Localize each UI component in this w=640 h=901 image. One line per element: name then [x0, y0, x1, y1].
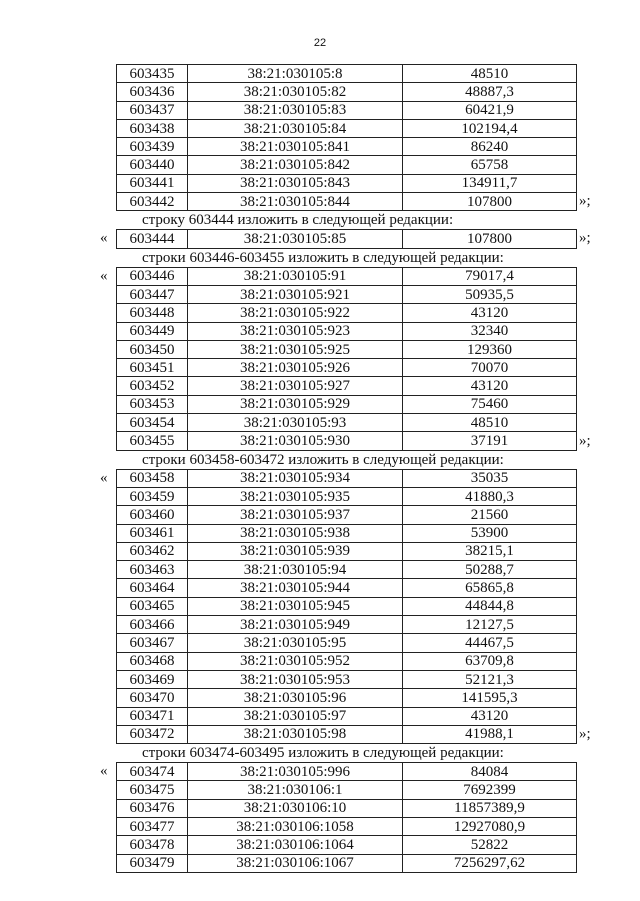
- row-number-cell: 603461: [117, 524, 188, 542]
- value-cell: 134911,7: [403, 174, 577, 192]
- value-cell: 7256297,62: [403, 854, 577, 872]
- row-number-cell: 603468: [117, 652, 188, 670]
- cadastral-number-cell: 38:21:030105:96: [188, 689, 403, 707]
- row-number-cell: 603455: [117, 432, 188, 450]
- row-number-cell: 603478: [117, 836, 188, 854]
- cadastral-number-cell: 38:21:030105:996: [188, 763, 403, 781]
- table-row: [117, 597, 577, 615]
- value-cell: 37191: [403, 432, 577, 450]
- value-cell: 12127,5: [403, 616, 577, 634]
- cadastral-number-cell: 38:21:030105:938: [188, 524, 403, 542]
- row-number-cell: 603437: [117, 101, 188, 119]
- cadastral-number-cell: 38:21:030105:930: [188, 432, 403, 450]
- cadastral-number-cell: 38:21:030105:94: [188, 561, 403, 579]
- table-row: [117, 579, 577, 597]
- row-number-cell: 603464: [117, 579, 188, 597]
- row-number-cell: 603465: [117, 597, 188, 615]
- table-row: [117, 763, 577, 781]
- table-row: [117, 561, 577, 579]
- row-number-cell: 603435: [117, 65, 188, 83]
- register-table: [116, 267, 577, 451]
- cadastral-number-cell: 38:21:030105:98: [188, 725, 403, 743]
- amendment-instruction: строки 603458-603472 изложить в следующей редакции:: [142, 451, 504, 468]
- table-row: [117, 304, 577, 322]
- row-number-cell: 603447: [117, 285, 188, 303]
- table-row: [117, 267, 577, 285]
- table-row: [117, 322, 577, 340]
- row-number-cell: 603446: [117, 267, 188, 285]
- value-cell: 141595,3: [403, 689, 577, 707]
- table-row: [117, 285, 577, 303]
- register-block: [0, 267, 640, 451]
- opening-quote: «: [100, 230, 108, 247]
- row-number-cell: 603452: [117, 377, 188, 395]
- table-row: [117, 414, 577, 432]
- register-table: [116, 64, 577, 211]
- cadastral-number-cell: 38:21:030105:937: [188, 506, 403, 524]
- cadastral-number-cell: 38:21:030105:922: [188, 304, 403, 322]
- closing-quote: »;: [579, 193, 591, 209]
- cadastral-number-cell: 38:21:030105:843: [188, 174, 403, 192]
- row-number-cell: 603475: [117, 781, 188, 799]
- value-cell: 84084: [403, 763, 577, 781]
- row-number-cell: 603474: [117, 763, 188, 781]
- opening-quote: «: [100, 469, 108, 486]
- value-cell: 48887,3: [403, 83, 577, 101]
- table-row: [117, 432, 577, 450]
- table-row: [117, 156, 577, 174]
- row-number-cell: 603462: [117, 542, 188, 560]
- value-cell: 43120: [403, 707, 577, 725]
- table-row: [117, 616, 577, 634]
- table-row: [117, 83, 577, 101]
- value-cell: 7692399: [403, 781, 577, 799]
- row-number-cell: 603439: [117, 138, 188, 156]
- cadastral-number-cell: 38:21:030105:84: [188, 119, 403, 137]
- table-row: [117, 506, 577, 524]
- value-cell: 35035: [403, 469, 577, 487]
- amendment-instruction: строки 603474-603495 изложить в следующей редакции:: [142, 745, 504, 762]
- table-row: [117, 193, 577, 211]
- table-row: [117, 836, 577, 854]
- value-cell: 79017,4: [403, 267, 577, 285]
- register-block: [0, 762, 640, 873]
- row-number-cell: 603449: [117, 322, 188, 340]
- row-number-cell: 603472: [117, 725, 188, 743]
- cadastral-number-cell: 38:21:030106:1064: [188, 836, 403, 854]
- table-row: [117, 542, 577, 560]
- row-number-cell: 603479: [117, 854, 188, 872]
- value-cell: 48510: [403, 65, 577, 83]
- cadastral-number-cell: 38:21:030105:83: [188, 101, 403, 119]
- value-cell: 43120: [403, 304, 577, 322]
- row-number-cell: 603450: [117, 340, 188, 358]
- value-cell: 21560: [403, 506, 577, 524]
- table-row: [117, 359, 577, 377]
- table-row: [117, 119, 577, 137]
- amendment-instruction: строку 603444 изложить в следующей редакции:: [142, 212, 454, 229]
- row-number-cell: 603470: [117, 689, 188, 707]
- row-number-cell: 603469: [117, 670, 188, 688]
- value-cell: 48510: [403, 414, 577, 432]
- table-row: [117, 395, 577, 413]
- row-number-cell: 603440: [117, 156, 188, 174]
- cadastral-number-cell: 38:21:030105:85: [188, 230, 403, 248]
- row-number-cell: 603451: [117, 359, 188, 377]
- cadastral-number-cell: 38:21:030105:95: [188, 634, 403, 652]
- page-number: 22: [313, 37, 327, 49]
- value-cell: 41988,1: [403, 725, 577, 743]
- value-cell: 60421,9: [403, 101, 577, 119]
- cadastral-number-cell: 38:21:030105:953: [188, 670, 403, 688]
- cadastral-number-cell: 38:21:030105:935: [188, 487, 403, 505]
- value-cell: 63709,8: [403, 652, 577, 670]
- cadastral-number-cell: 38:21:030105:952: [188, 652, 403, 670]
- value-cell: 52121,3: [403, 670, 577, 688]
- row-number-cell: 603467: [117, 634, 188, 652]
- row-number-cell: 603436: [117, 83, 188, 101]
- table-row: [117, 524, 577, 542]
- value-cell: 86240: [403, 138, 577, 156]
- cadastral-number-cell: 38:21:030105:82: [188, 83, 403, 101]
- value-cell: 107800: [403, 230, 577, 248]
- row-number-cell: 603444: [117, 230, 188, 248]
- register-block: [0, 469, 640, 744]
- row-number-cell: 603460: [117, 506, 188, 524]
- cadastral-number-cell: 38:21:030105:97: [188, 707, 403, 725]
- table-row: [117, 725, 577, 743]
- cadastral-number-cell: 38:21:030105:934: [188, 469, 403, 487]
- row-number-cell: 603476: [117, 799, 188, 817]
- row-number-cell: 603471: [117, 707, 188, 725]
- register-block: [0, 229, 640, 248]
- table-row: [117, 854, 577, 872]
- table-row: [117, 634, 577, 652]
- row-number-cell: 603441: [117, 174, 188, 192]
- value-cell: 107800: [403, 193, 577, 211]
- value-cell: 41880,3: [403, 487, 577, 505]
- cadastral-number-cell: 38:21:030105:921: [188, 285, 403, 303]
- table-row: [117, 487, 577, 505]
- amendment-instruction: строки 603446-603455 изложить в следующей редакции:: [142, 249, 504, 266]
- value-cell: 65865,8: [403, 579, 577, 597]
- row-number-cell: 603477: [117, 817, 188, 835]
- register-table: [116, 762, 577, 873]
- value-cell: 53900: [403, 524, 577, 542]
- cadastral-number-cell: 38:21:030105:923: [188, 322, 403, 340]
- value-cell: 44844,8: [403, 597, 577, 615]
- value-cell: 12927080,9: [403, 817, 577, 835]
- closing-quote: »;: [579, 725, 591, 742]
- row-number-cell: 603458: [117, 469, 188, 487]
- table-row: [117, 670, 577, 688]
- cadastral-number-cell: 38:21:030105:945: [188, 597, 403, 615]
- cadastral-number-cell: 38:21:030105:944: [188, 579, 403, 597]
- register-block: [0, 64, 640, 211]
- value-cell: 65758: [403, 156, 577, 174]
- value-cell: 129360: [403, 340, 577, 358]
- value-cell: 75460: [403, 395, 577, 413]
- table-row: [117, 340, 577, 358]
- cadastral-number-cell: 38:21:030105:949: [188, 616, 403, 634]
- table-row: [117, 101, 577, 119]
- cadastral-number-cell: 38:21:030105:929: [188, 395, 403, 413]
- table-row: [117, 799, 577, 817]
- table-row: [117, 174, 577, 192]
- closing-quote: »;: [579, 230, 591, 247]
- table-row: [117, 781, 577, 799]
- cadastral-number-cell: 38:21:030106:1067: [188, 854, 403, 872]
- cadastral-number-cell: 38:21:030105:842: [188, 156, 403, 174]
- value-cell: 50288,7: [403, 561, 577, 579]
- row-number-cell: 603448: [117, 304, 188, 322]
- value-cell: 38215,1: [403, 542, 577, 560]
- document-body: [0, 64, 640, 873]
- cadastral-number-cell: 38:21:030105:8: [188, 65, 403, 83]
- cadastral-number-cell: 38:21:030105:93: [188, 414, 403, 432]
- table-row: [117, 707, 577, 725]
- opening-quote: «: [100, 267, 108, 284]
- cadastral-number-cell: 38:21:030105:926: [188, 359, 403, 377]
- value-cell: 11857389,9: [403, 799, 577, 817]
- table-row: [117, 469, 577, 487]
- row-number-cell: 603459: [117, 487, 188, 505]
- cadastral-number-cell: 38:21:030105:925: [188, 340, 403, 358]
- value-cell: 102194,4: [403, 119, 577, 137]
- row-number-cell: 603463: [117, 561, 188, 579]
- closing-quote: »;: [579, 432, 591, 449]
- cadastral-number-cell: 38:21:030105:91: [188, 267, 403, 285]
- value-cell: 44467,5: [403, 634, 577, 652]
- table-row: [117, 138, 577, 156]
- table-row: [117, 377, 577, 395]
- table-row: [117, 652, 577, 670]
- opening-quote: «: [100, 763, 108, 780]
- cadastral-number-cell: 38:21:030105:841: [188, 138, 403, 156]
- table-row: [117, 230, 577, 248]
- row-number-cell: 603442: [117, 193, 188, 211]
- cadastral-number-cell: 38:21:030105:939: [188, 542, 403, 560]
- cadastral-number-cell: 38:21:030106:1: [188, 781, 403, 799]
- register-table: [116, 229, 577, 248]
- row-number-cell: 603453: [117, 395, 188, 413]
- value-cell: 43120: [403, 377, 577, 395]
- cadastral-number-cell: 38:21:030106:1058: [188, 817, 403, 835]
- value-cell: 32340: [403, 322, 577, 340]
- value-cell: 50935,5: [403, 285, 577, 303]
- cadastral-number-cell: 38:21:030105:927: [188, 377, 403, 395]
- row-number-cell: 603466: [117, 616, 188, 634]
- value-cell: 70070: [403, 359, 577, 377]
- table-row: [117, 817, 577, 835]
- row-number-cell: 603438: [117, 119, 188, 137]
- cadastral-number-cell: 38:21:030106:10: [188, 799, 403, 817]
- cadastral-number-cell: 38:21:030105:844: [188, 193, 403, 211]
- row-number-cell: 603454: [117, 414, 188, 432]
- table-row: [117, 689, 577, 707]
- value-cell: 52822: [403, 836, 577, 854]
- register-table: [116, 469, 577, 744]
- table-row: [117, 65, 577, 83]
